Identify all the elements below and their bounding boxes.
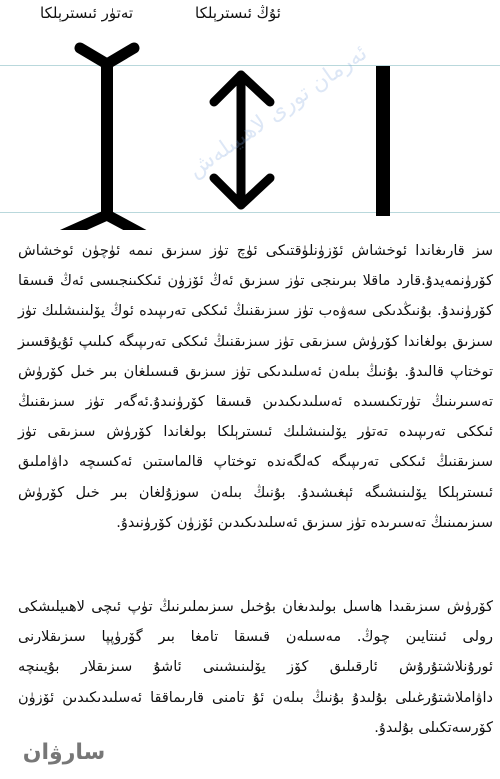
right-arrow-label: ئۇڭ ئىسترېلكا (195, 4, 281, 22)
watermark: ئەرمان تورى لاھىيىلەش (183, 40, 373, 183)
paragraph-2-text: كۆرۈش سىزىقىدا ھاسىل بولىدىغان بۇخىل سىزىملىرنىڭ تۈپ ئىچى لاھىيلىشكى رولى ئىنتايىن چوڭ. مەسىلەن قىسقا تامغا بىر گۆرۈپپا سىزىقلارنى ئورۇنلاشتۇرۇش ئارقىلىق كۆز يۆلىنىشىنى ئاشۇ سىزىقلار بۇيىنچە داۋاملاشتۇرغىلى بۇلىدۇ بۇنىڭ بىلەن ئۇ تامنى قارىماققا ئەسلىدىكىدىن ئۆزۈن كۆرسەتكىلى بۇلىدۇ. (18, 599, 493, 736)
left-arrow-label: تەتۈر ئىسترېلكا (40, 4, 134, 22)
paragraph-1 (18, 236, 493, 538)
vertical-resize-arrow-icon (214, 75, 270, 205)
site-logo: سارۋان (22, 740, 106, 765)
paragraph-1-text: سز قارىغاندا ئوخشاش ئۆزۈنلۈقتىكى ئۈچ تۈز سىزىق نىمە ئۈچۈن ئوخشاش كۆرۈنمەيدۇ.قارد ماقلا بىرىنجى تۈز سىزىق ئەڭ ئۆزۈن ئىككىنجىسى ئەڭ قىسقا كۆرۈنىدۇ. بۇنىڭدىكى سەۋەب تۈز سىزىقنىڭ ئىككى تەرىپىدە ئوڭ يۆلىنىشلىك تۈز سىزىق بولغاندا كۆرۈش سىزىقى تۈز سىزىقنىڭ ئىككى تەرىپىگە كىلىپ ئۇيۇقسىز توختاپ قالىدۇ. بۇنىڭ بىلەن ئەسلىدىكى تۈز سىزىق قىسىلغان بىر خىل كۆرۈش تەسىرىنىڭ تۈرتكىسىدە ئەسلىدىكىدىن قىسقا كۆرۈنىدۇ.ئەگەر تۈز سىزىقنىڭ ئىككى تەرىپىدە تەتۈر يۆلىنىشلىك ئىسترېلكا بولغاندا كۆرۈش سىزىقى تۈز سىزىقنىڭ ئىككى تەرىپىگە كەلگەندە توختاپ قالماستىن ئەكسىچە داۋاملىق ئىسترېلكا يۆلىنىشىگە ئېغىشىدۇ. بۇنىڭ بىلەن سوزۇلغان بىر خىل كۆرۈش سىزىمىنىڭ تەسىرىدە تۈز سىزىق ئەسلىدىكىدىن ئۆزۈن كۆرۈنىدۇ. (18, 243, 493, 531)
vertical-bar-icon (376, 66, 390, 216)
paragraph-2 (18, 592, 493, 743)
illusion-figure (0, 40, 500, 230)
ibeam-cursor-icon (60, 48, 146, 230)
